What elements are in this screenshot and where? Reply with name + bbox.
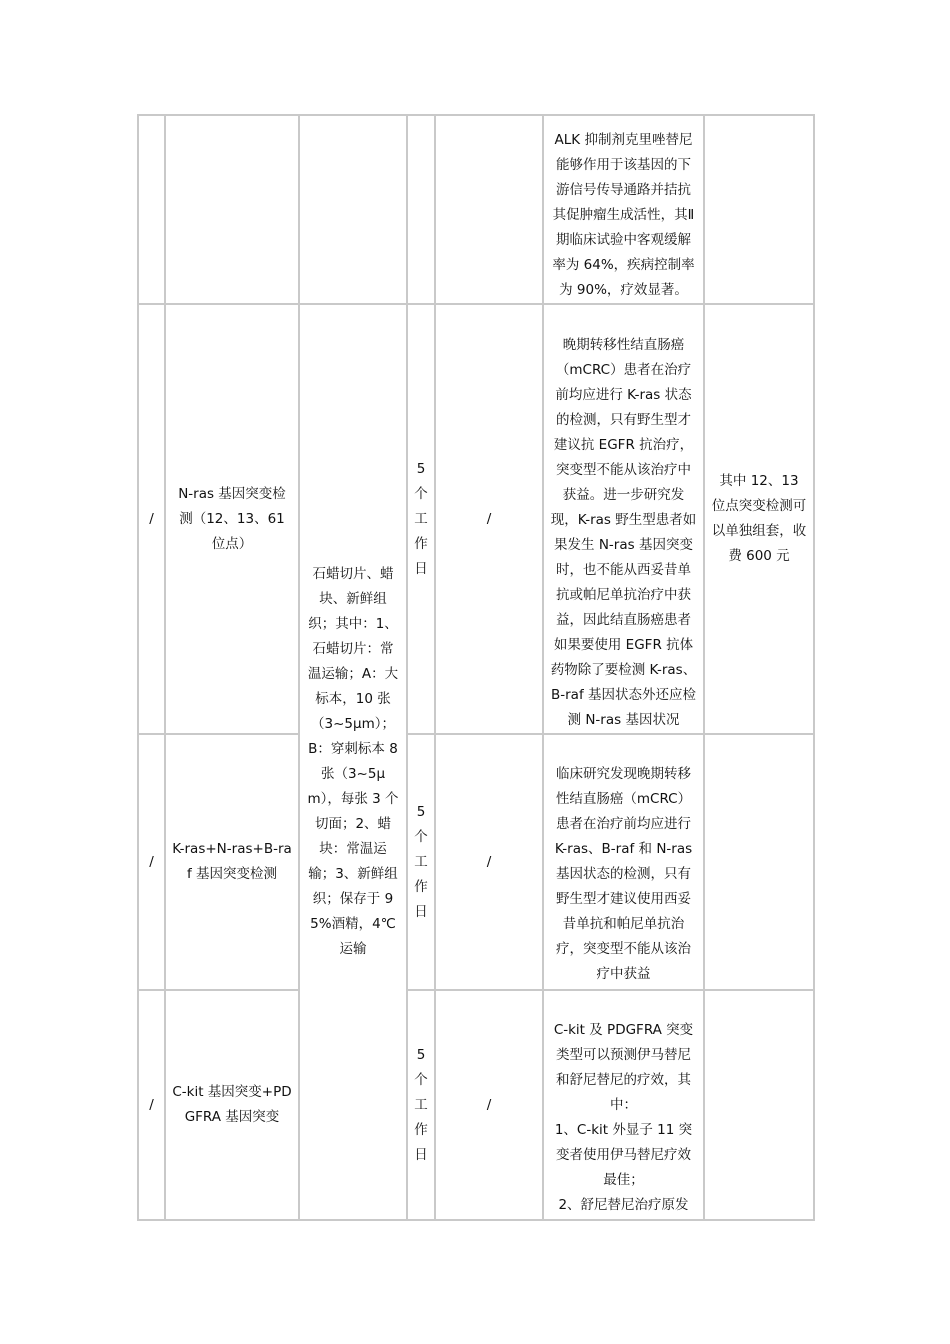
note-cell: 其中 12、13 位点突变检测可以单独组套，收费 600 元 xyxy=(704,304,814,734)
test-name: N-ras 基因突变检测（12、13、61 位点） xyxy=(165,304,299,734)
sample-requirement: 石蜡切片、蜡块、新鲜组织；其中：1、石蜡切片：常温运输；A：大标本，10 张（3~5μm）；B：穿刺标本 8 张（3~5μm），每张 3 个切面；2、蜡块：常温运输；3、新鲜组织；保存于 95%酒精，4℃运输 xyxy=(299,304,407,1220)
table-row xyxy=(138,990,814,1220)
price-cell: / xyxy=(435,304,543,734)
clinical-description xyxy=(543,990,704,1220)
price-cell: / xyxy=(435,734,543,990)
turnaround-days: 5个工作日 xyxy=(407,990,435,1220)
table-row xyxy=(138,115,814,304)
table-row xyxy=(138,734,814,990)
description-line: C-kit 及 PDGFRA 突变类型可以预测伊马替尼和舒尼替尼的疗效，其中： xyxy=(553,1022,694,1113)
clinical-description: 晚期转移性结直肠癌（mCRC）患者在治疗前均应进行 K-ras 状态的检测，只有野生型才建议抗 EGFR 抗治疗，突变型不能从该治疗中获益。进一步研究发现，K-ras 野生型患者如果发生 N-ras 基因突变时，也不能从西妥昔单抗或帕尼单抗治疗中获益，因此结直肠癌患者如果要使用 EGFR 抗体药物除了要检测 K-ras、B-raf 基因状态外还应检测 N-ras 基因状况 xyxy=(543,304,704,734)
row-index: / xyxy=(138,734,165,990)
row-index: / xyxy=(138,304,165,734)
clinical-description: ALK 抑制剂克里唑替尼能够作用于该基因的下游信号传导通路并拮抗其促肿瘤生成活性，其Ⅱ期临床试验中客观缓解率为 64%，疾病控制率为 90%，疗效显著。 xyxy=(543,115,704,304)
row-index xyxy=(138,115,165,304)
test-name: K-ras+N-ras+B-raf 基因突变检测 xyxy=(165,734,299,990)
description-line: 1、C-kit 外显子 11 突变者使用伊马替尼疗效最佳； xyxy=(554,1122,693,1188)
price-cell xyxy=(435,115,543,304)
test-name: C-kit 基因突变+PDGFRA 基因突变 xyxy=(165,990,299,1220)
description-line: 2、舒尼替尼治疗原发 xyxy=(558,1197,689,1213)
price-cell: / xyxy=(435,990,543,1220)
note-cell xyxy=(704,115,814,304)
note-cell xyxy=(704,990,814,1220)
turnaround-days xyxy=(407,115,435,304)
pricing-table xyxy=(137,114,815,1221)
turnaround-days: 5个工作日 xyxy=(407,304,435,734)
note-cell xyxy=(704,734,814,990)
test-name xyxy=(165,115,299,304)
sample-requirement xyxy=(299,115,407,304)
turnaround-days: 5个工作日 xyxy=(407,734,435,990)
row-index: / xyxy=(138,990,165,1220)
table-row xyxy=(138,304,814,734)
clinical-description: 临床研究发现晚期转移性结直肠癌（mCRC）患者在治疗前均应进行 K-ras、B-raf 和 N-ras 基因状态的检测，只有野生型才建议使用西妥昔单抗和帕尼单抗治疗，突变型不能从该治疗中获益 xyxy=(543,734,704,990)
